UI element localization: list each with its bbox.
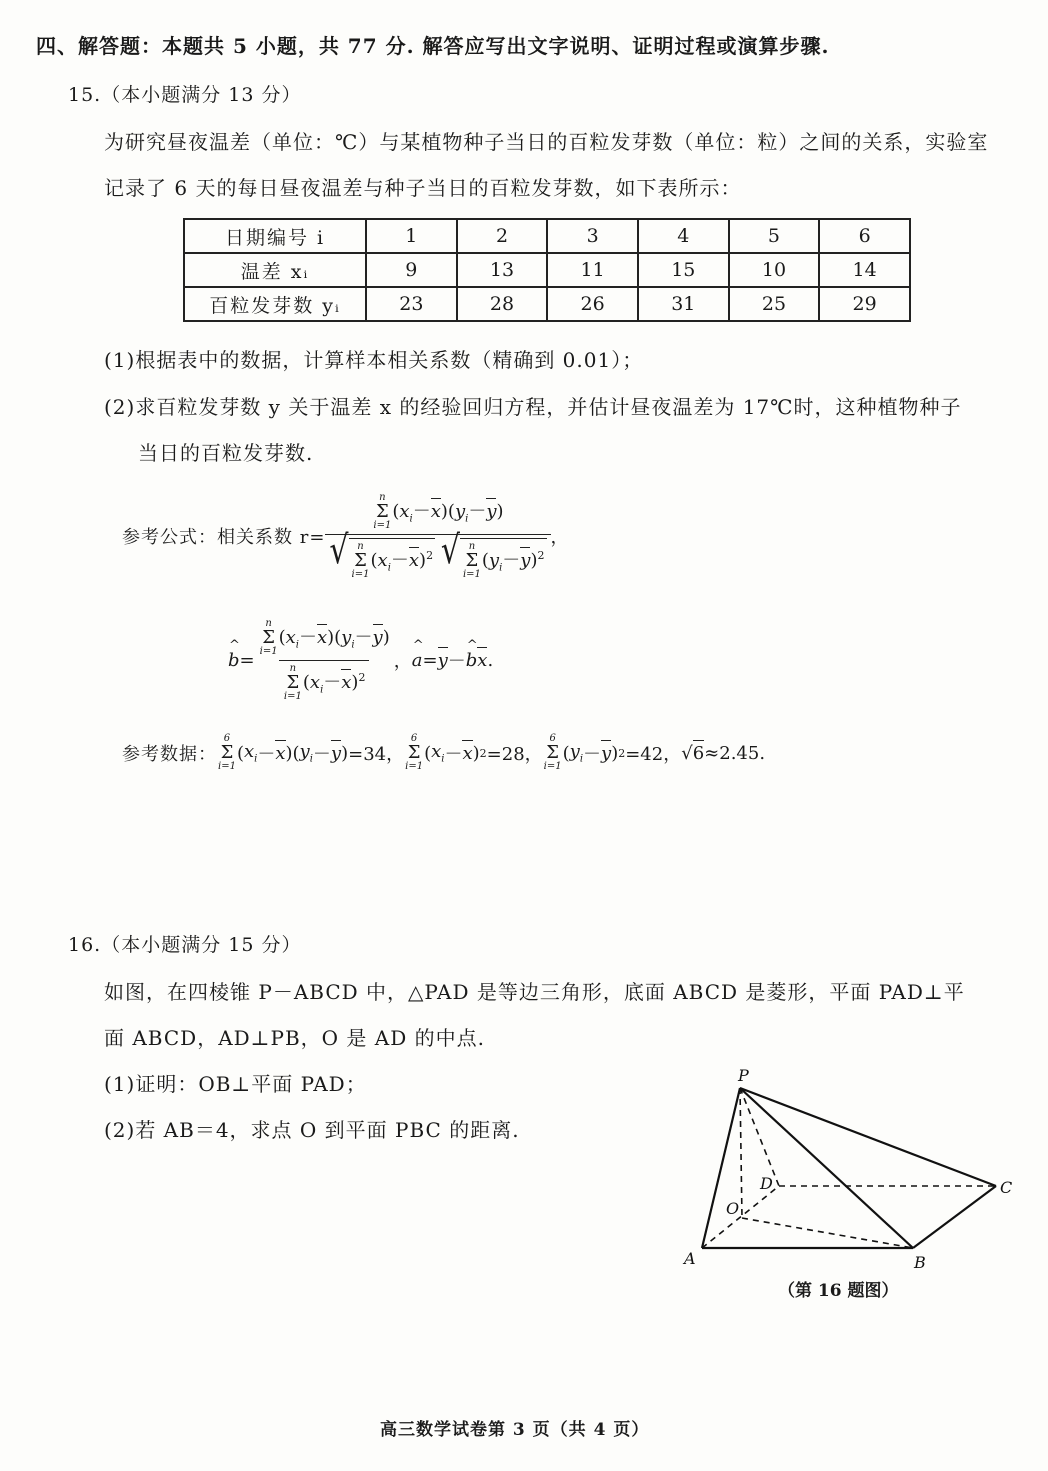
label-d: D <box>760 1174 773 1193</box>
b-fraction: n Σ i=1 $(x_i-x)(y_i-y)$ n Σ i=1 $(x_i-x)^2$ <box>259 617 390 702</box>
pyramid-figure <box>680 1060 1020 1280</box>
section-header: 四、解答题：本题共 5 小题，共 77 分. 解答应写出文字说明、证明过程或演算步骤. <box>36 34 830 58</box>
data-label: 参考数据： <box>122 744 217 765</box>
figure-caption: （第 16 题图） <box>778 1281 899 1301</box>
cell: 5 <box>729 219 820 253</box>
cell: 14 <box>819 253 910 287</box>
q15-data-table <box>183 218 911 322</box>
edge-pc <box>740 1088 996 1186</box>
data-value-2: =28， <box>486 744 543 765</box>
table-row <box>184 219 910 253</box>
cell: 1 <box>366 219 457 253</box>
edge-ob <box>742 1218 913 1248</box>
r-fraction: n Σ i=1 $(x_i-x)(y_i-y)$ √ n Σ i=1 $(x_i-x)^2$ √ n Σ i=1 $(y_i-y)^2$ <box>325 493 550 580</box>
cell: 25 <box>729 287 820 321</box>
cell: 6 <box>819 219 910 253</box>
edge-pb <box>740 1088 913 1248</box>
q16-part1: (1)证明：OB⊥平面 PAD； <box>104 1072 367 1096</box>
q16-header: 16.（本小题满分 15 分） <box>68 934 302 956</box>
cell: 4 <box>638 219 729 253</box>
table-row <box>184 253 910 287</box>
cell: 11 <box>547 253 638 287</box>
cell: 3 <box>547 219 638 253</box>
formula-label: 参考公式：相关系数 r= <box>122 527 326 548</box>
q15-intro-line1: 为研究昼夜温差（单位：℃）与某植物种子当日的百粒发芽数（单位：粒）之间的关系，实验室 <box>104 130 989 154</box>
row-label-y: 百粒发芽数 yᵢ <box>184 287 366 321</box>
data-value-3: =42， <box>625 744 682 765</box>
label-c: C <box>1000 1178 1013 1197</box>
regression-formula: ^ b = n Σ i=1 $(x_i-x)(y_i-y)$ n Σ i=1 $(x_i-x)^2$ ， ^ a = y － ^ b x . <box>228 610 493 710</box>
q16-part2: (2)若 AB＝4，求点 O 到平面 PBC 的距离. <box>104 1118 520 1142</box>
cell: 2 <box>457 219 548 253</box>
edge-pa <box>702 1088 740 1248</box>
label-b: B <box>914 1253 926 1272</box>
cell: 15 <box>638 253 729 287</box>
row-label-day: 日期编号 i <box>184 219 366 253</box>
q15-part1: (1)根据表中的数据，计算样本相关系数（精确到 0.01）； <box>104 348 644 372</box>
correlation-formula: 参考公式：相关系数 r= n Σ i=1 $(x_i-x)(y_i-y)$ √ n Σ i=1 $(x_i-x)^2$ √ n Σ i=1 $(y_i-y)^2$ ， <box>122 491 569 580</box>
label-o: O <box>726 1199 740 1218</box>
edge-bc <box>913 1186 996 1248</box>
reference-data: 参考数据： 6 Σ i=1 ( $x_i$ － x )( $y_i$ － y ) =34， 6 Σ i=1 ( $x_i$ － x ) 2 =28， 6 Σ i=1 ( $y_i$ － y ) 2 =42， √6 ≈2.45. <box>122 733 766 772</box>
cell: 29 <box>819 287 910 321</box>
q15-intro-line2: 记录了 6 天的每日昼夜温差与种子当日的百粒发芽数，如下表所示： <box>104 176 742 200</box>
cell: 31 <box>638 287 729 321</box>
cell: 23 <box>366 287 457 321</box>
page-footer: 高三数学试卷第 3 页（共 4 页） <box>380 1420 650 1440</box>
data-value-4: ≈2.45. <box>704 742 766 764</box>
q16-intro-line2: 面 ABCD，AD⊥PB，O 是 AD 的中点. <box>104 1026 485 1050</box>
q16-intro-line1: 如图，在四棱锥 P－ABCD 中，△PAD 是等边三角形，底面 ABCD 是菱形，平面 PAD⊥平 <box>104 980 965 1004</box>
table-row <box>184 287 910 321</box>
data-value-1: =34， <box>348 744 405 765</box>
cell: 26 <box>547 287 638 321</box>
edge-po <box>740 1088 742 1218</box>
edge-pd <box>740 1088 779 1186</box>
q15-part2-line1: (2)求百粒发芽数 y 关于温差 x 的经验回归方程，并估计昼夜温差为 17℃时，这种植物种子 <box>104 395 962 419</box>
row-label-x: 温差 xᵢ <box>184 253 366 287</box>
q15-header: 15.（本小题满分 13 分） <box>68 84 302 106</box>
cell: 28 <box>457 287 548 321</box>
cell: 10 <box>729 253 820 287</box>
q15-part2-line2: 当日的百粒发芽数. <box>138 441 314 465</box>
cell: 13 <box>457 253 548 287</box>
cell: 9 <box>366 253 457 287</box>
label-p: P <box>738 1066 749 1085</box>
label-a: A <box>684 1249 696 1268</box>
